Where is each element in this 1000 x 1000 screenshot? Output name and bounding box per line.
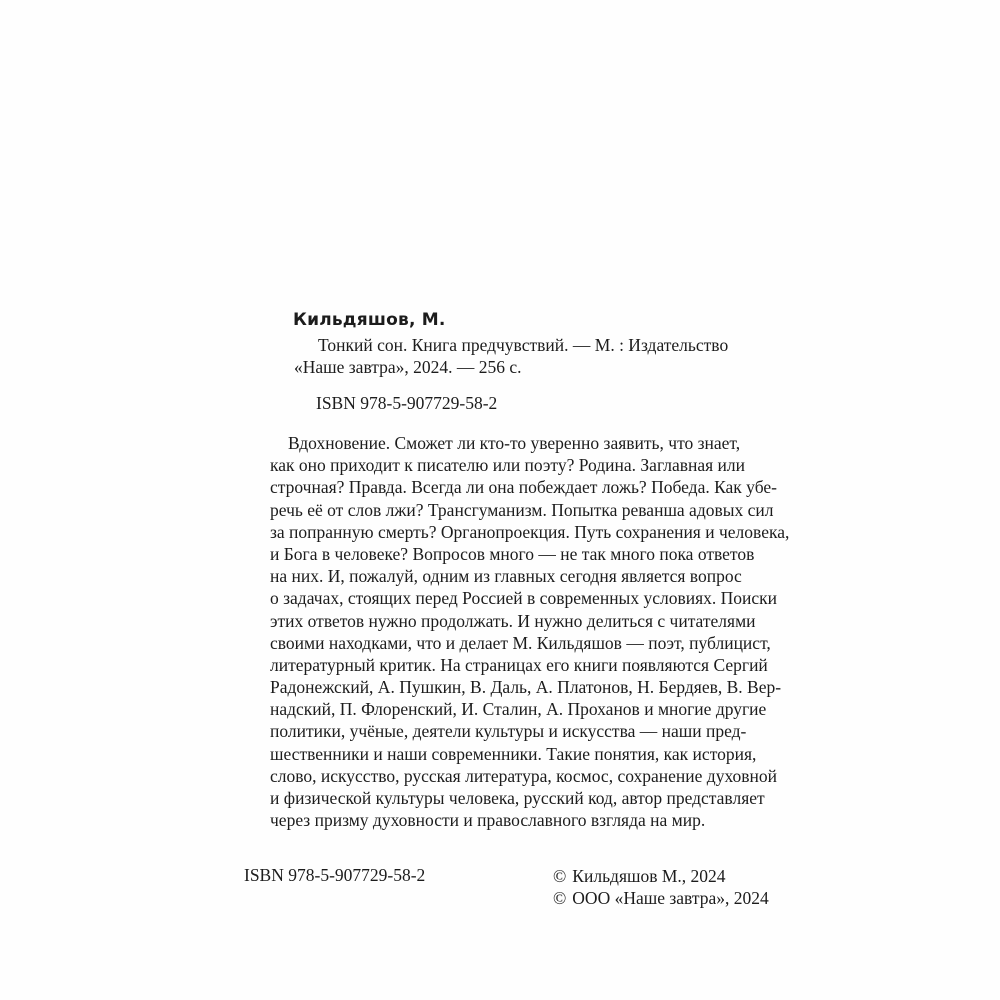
- abstract-line: строчная? Правда. Всегда ли она побеждает ложь? Победа. Как убе-: [270, 477, 777, 498]
- abstract-line: Вдохновение. Сможет ли кто-то уверенно заявить, что знает,: [288, 433, 741, 453]
- abstract-line: литературный критик. На страницах его книги появляются Сергий: [270, 654, 768, 675]
- abstract-line: надский, П. Флоренский, И. Сталин, А. Проханов и многие другие: [270, 699, 767, 720]
- copyright-symbol: ©: [553, 888, 567, 908]
- isbn-footer: ISBN 978-5-907729-58-2: [244, 865, 426, 885]
- author-name: Кильдяшов, М.: [293, 310, 446, 330]
- copyright-publisher-text: ООО «Наше завтра», 2024: [572, 888, 769, 908]
- abstract-line: о задачах, стоящих перед Россией в современных условиях. Поиски: [270, 588, 778, 609]
- abstract-line: Радонежский, А. Пушкин, В. Даль, А. Платонов, Н. Бердяев, В. Вер-: [270, 677, 782, 698]
- abstract-line: своими находками, что и делает М. Кильдяшов — поэт, публицист,: [270, 632, 771, 653]
- abstract-line: слово, искусство, русская литература, космос, сохранение духовной: [270, 765, 778, 786]
- abstract-line: этих ответов нужно продолжать. И нужно делиться с читателями: [270, 610, 756, 631]
- copyright-author-text: Кильдяшов М., 2024: [572, 866, 726, 886]
- copyright-block: [553, 865, 769, 909]
- abstract-line: на них. И, пожалуй, одним из главных сегодня является вопрос: [270, 566, 742, 587]
- copyright-symbol: ©: [553, 866, 567, 886]
- abstract-line: речь её от слов лжи? Трансгуманизм. Попытка реванша адовых сил: [270, 499, 774, 520]
- abstract-line: шественники и наши современники. Такие понятия, как история,: [270, 743, 757, 764]
- copyright-author: [553, 865, 769, 887]
- abstract-line: как оно приходит к писателю или поэту? Родина. Заглавная или: [270, 455, 746, 476]
- abstract-paragraph: [258, 432, 790, 831]
- abstract-line: через призму духовности и православного взгляда на мир.: [270, 810, 706, 831]
- abstract-line: за попранную смерть? Органопроекция. Путь сохранения и человека,: [270, 521, 790, 542]
- isbn-record: ISBN 978-5-907729-58-2: [316, 393, 498, 413]
- abstract-line: и физической культуры человека, русский код, автор представляет: [270, 788, 765, 808]
- title-line-1: Тонкий сон. Книга предчувствий. — М. : Издательство: [318, 335, 729, 355]
- abstract-line: политики, учёные, деятели культуры и искусства — наши пред-: [270, 721, 747, 742]
- copyright-publisher: [553, 887, 769, 909]
- title-line-2: «Наше завтра», 2024. — 256 с.: [294, 357, 522, 377]
- abstract-line: и Бога в человеке? Вопросов много — не так много пока ответов: [270, 543, 755, 564]
